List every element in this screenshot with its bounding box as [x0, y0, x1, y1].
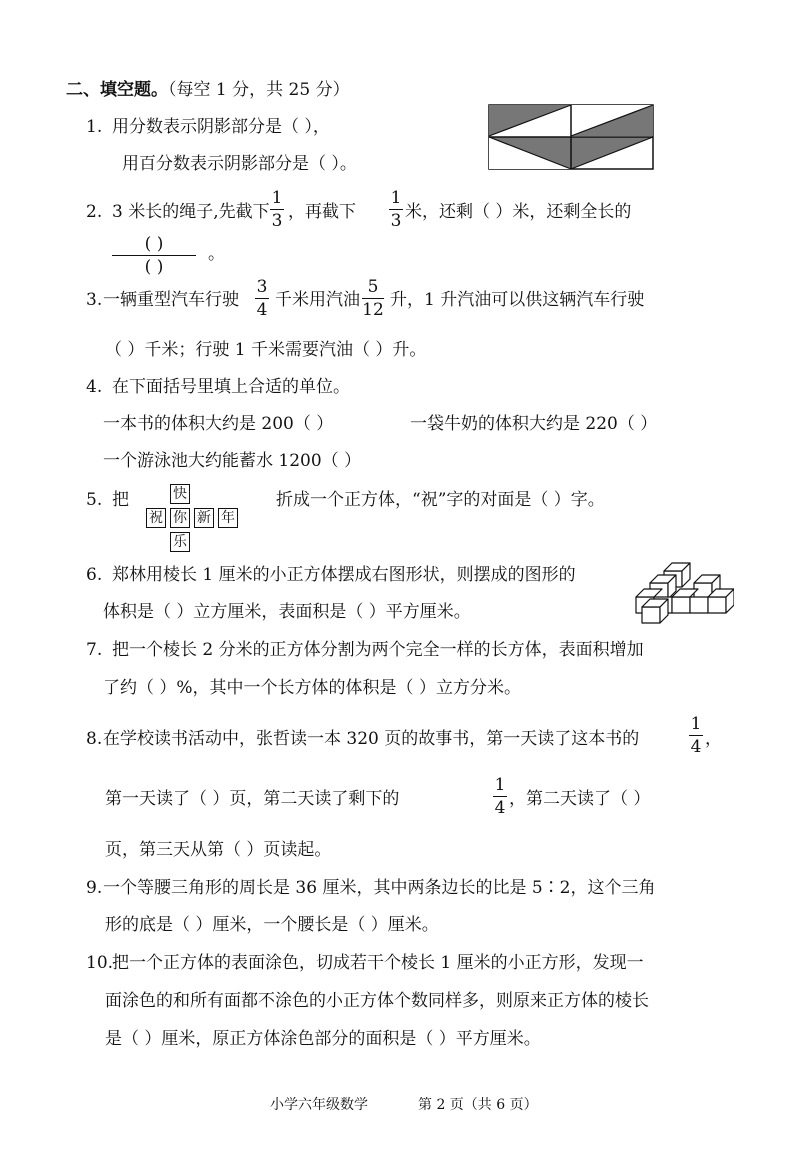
- question-8-end-1: ，: [705, 729, 722, 749]
- question-3-number: 3.: [86, 290, 103, 310]
- question-4-line-1: 在下面括号里填上合适的单位。: [112, 377, 350, 397]
- question-6-number: 6.: [86, 565, 103, 585]
- footer-subject: 小学六年级数学: [270, 1097, 368, 1113]
- question-8-number: 8.: [86, 729, 103, 749]
- question-7-line-2: 了约（ ）%，其中一个长方体的体积是（ ）立方分米。: [103, 678, 521, 698]
- question-4-line-2a: 一本书的体积大约是 200（ ）: [103, 414, 334, 434]
- question-9-line-2: 形的底是（ ）厘米，一个腰长是（ ）厘米。: [105, 915, 439, 935]
- question-3-text-b: 千米用汽油: [275, 290, 360, 310]
- section-title: 二、填空题。（每空 1 分，共 25 分）: [66, 80, 350, 100]
- q8-fraction-2: 1 4: [494, 775, 506, 818]
- question-10-line-1: 把一个正方体的表面涂色，切成若干个棱长 1 厘米的小正方形，发现一: [112, 953, 644, 973]
- question-2-text-b: ，再截下: [288, 202, 356, 222]
- q2-blank-fraction: ( ) ( ): [112, 234, 196, 277]
- question-6-line-1: 郑林用棱长 1 厘米的小正方体摆成右图形状，则摆成的图形的: [112, 565, 576, 585]
- question-4-line-2b: 一袋牛奶的体积大约是 220（ ）: [410, 414, 658, 434]
- question-8-line-3: 页，第三天从第（ ）页读起。: [105, 840, 332, 860]
- q2-fraction-1: 1 3: [271, 188, 283, 231]
- question-1-number: 1.: [86, 117, 103, 137]
- question-1-line-2: 用百分数表示阴影部分是（ ）。: [122, 154, 357, 174]
- question-3-text-a: 一辆重型汽车行驶: [103, 290, 239, 310]
- footer-page: 第 2 页（共 6 页）: [418, 1097, 538, 1113]
- question-2-number: 2.: [86, 202, 103, 222]
- question-6-line-2: 体积是（ ）立方厘米，表面积是（ ）平方厘米。: [103, 602, 471, 622]
- question-2-text-a: 3 米长的绳子,先截下: [112, 202, 270, 222]
- question-4-number: 4.: [86, 377, 103, 397]
- net-cell-left-2: 你: [170, 508, 190, 528]
- net-cell-bottom: 乐: [170, 532, 190, 552]
- question-4-line-3: 一个游泳池大约能蓄水 1200（ ）: [103, 451, 362, 471]
- net-cell-left-3: 新: [194, 508, 214, 528]
- question-2-end: 。: [208, 244, 225, 264]
- net-cell-left-1: 祝: [146, 508, 166, 528]
- q2-fraction-2: 1 3: [390, 188, 402, 231]
- q3-fraction-2: 5 12: [362, 277, 384, 320]
- question-7-number: 7.: [86, 640, 103, 660]
- net-cell-left-4: 年: [218, 508, 238, 528]
- question-5-pre: 把: [112, 490, 129, 510]
- question-8-text-c: ，第二天读了（ ）: [509, 789, 651, 809]
- question-9-line-1: 一个等腰三角形的周长是 36 厘米，其中两条边长的比是 5∶2，这个三角: [103, 878, 656, 898]
- q8-fraction-1: 1 4: [690, 714, 702, 757]
- question-10-line-3: 是（ ）厘米，原正方体涂色部分的面积是（ ）平方厘米。: [105, 1029, 541, 1049]
- question-5-post: 折成一个正方体，“祝”字的对面是（ ）字。: [276, 490, 605, 510]
- question-8-text-a: 在学校读书活动中，张哲读一本 320 页的故事书，第一天读了这本书的: [103, 729, 640, 749]
- cube-stack-figure: [628, 557, 734, 625]
- question-2-text-c: 米，还剩（ ）米，还剩全长的: [405, 202, 632, 222]
- question-9-number: 9.: [86, 878, 103, 898]
- question-3-text-c: 升，1 升汽油可以供这辆汽车行驶: [390, 290, 645, 310]
- q3-fraction-1: 3 4: [256, 277, 268, 320]
- net-cell-top: 快: [170, 484, 190, 504]
- question-10-line-2: 面涂色的和所有面都不涂色的小正方体个数同样多，则原来正方体的棱长: [105, 991, 649, 1011]
- question-8-text-b: 第一天读了（ ）页，第二天读了剩下的: [105, 789, 400, 809]
- question-10-number: 10.: [86, 953, 114, 973]
- question-5-number: 5.: [86, 490, 103, 510]
- question-7-line-1: 把一个棱长 2 分米的正方体分割为两个完全一样的长方体，表面积增加: [112, 640, 644, 660]
- question-3-line-2: （ ）千米；行驶 1 千米需要汽油（ ）升。: [105, 340, 427, 360]
- question-1-line-1: 用分数表示阴影部分是（ ），: [112, 117, 330, 137]
- shaded-rectangle-figure: [488, 104, 654, 170]
